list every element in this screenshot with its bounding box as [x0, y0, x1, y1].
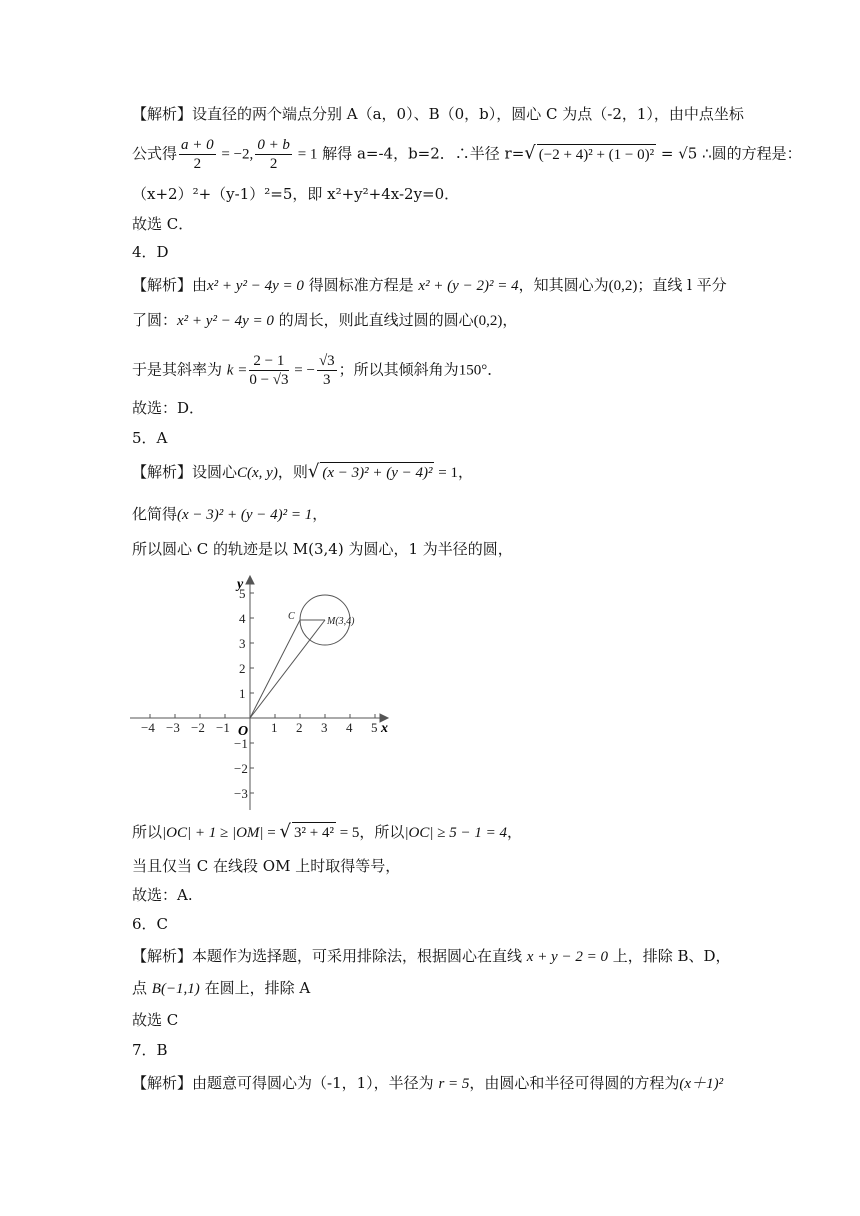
x-tick-label: −1: [216, 720, 230, 735]
y-axis-arrow: [246, 576, 254, 584]
q5-line-3: 所以圆心 C 的轨迹是以 M(3,4) 为圆心，1 为半径的圆，: [132, 540, 513, 558]
x-tick-label: 5: [371, 720, 378, 735]
q5-line-5: 当且仅当 C 在线段 OM 上时取得等号，: [132, 857, 401, 875]
point-c-label: C: [288, 611, 295, 622]
q7-line-1: 【解析】由题意可得圆心为（-1，1），半径为 r = 5，由圆心和半径可得圆的方程为(x＋1)²: [132, 1074, 724, 1092]
x-axis-label: x: [381, 721, 388, 736]
y-tick-label: 1: [239, 686, 246, 701]
q3-line-1: 【解析】设直径的两个端点分别 A（a，0）、B（0，b），圆心 C 为点（-2，1），由中点坐标: [132, 105, 744, 123]
q5-line-1: 【解析】设圆心C(x, y)，则√ (x − 3)² + (y − 4)² = 1，: [132, 461, 473, 482]
radicand: (−2 + 4)² + (1 − 0)²: [537, 144, 656, 165]
y-tick-label: −1: [234, 736, 248, 751]
y-tick-label: 3: [239, 636, 246, 651]
q5-line-2: 化简得(x − 3)² + (y − 4)² = 1，: [132, 505, 328, 523]
point-m-label: M(3,4): [327, 616, 355, 627]
q3-answer: 故选 C．: [132, 215, 194, 233]
x-tick-label: 3: [321, 720, 328, 735]
q4-line-1: 【解析】由x² + y² − 4y = 0 得圆标准方程是 x² + (y − 2)² = 4，知其圆心为(0,2)；直线 l 平分: [132, 276, 727, 294]
x-tick-label: 2: [296, 720, 303, 735]
q6-heading: 6．C: [132, 915, 169, 933]
y-axis-label: y: [237, 577, 244, 592]
q4-answer: 故选：D．: [132, 399, 205, 417]
x-tick-label: 4: [346, 720, 353, 735]
x-tick-label: −2: [191, 720, 205, 735]
y-tick-label: −3: [234, 786, 248, 801]
q4-line-3: 于是其斜率为 k = $\frac{2 - 1}{0 - √3}$ = − $\frac{√3}{3}$ ；所以其倾斜角为150°．: [132, 353, 503, 388]
q5-answer: 故选：A.: [132, 886, 193, 904]
q4-line-2: 了圆：x² + y² − 4y = 0 的周长，则此直线过圆的圆心(0,2)，: [132, 311, 518, 329]
y-tick-label: 5: [239, 586, 246, 601]
q4-heading: 4．D: [132, 243, 169, 261]
fraction: $\frac{a + 0}{2}$: [181, 137, 214, 172]
q5-heading: 5．A: [132, 429, 168, 447]
q6-answer: 故选 C: [132, 1011, 179, 1029]
sqrt-sign: √: [524, 142, 536, 164]
x-tick-label: 1: [271, 720, 278, 735]
sqrt-sign: √: [279, 821, 291, 842]
q5-line-4: 所以|OC| + 1 ≥ |OM| = √ 3² + 4² = 5，所以|OC| ≥ 5 − 1 = 4，: [132, 821, 523, 842]
radicand: (x − 3)² + (y − 4)²: [320, 462, 434, 483]
x-tick-label: −3: [166, 720, 180, 735]
fraction: $\frac{2 - 1}{0 - √3}$: [249, 353, 289, 388]
coordinate-figure: [130, 572, 400, 812]
fraction: $\frac{√3}{3}$: [318, 353, 335, 388]
q3-line-2: 公式得 $\frac{a + 0}{2}$ = −2, $\frac{0 + b}{2}$ = 1 解得 a=-4，b=2．∴半径 r=√ (−2 + 4)² + (1 − 0)² = √5 ∴圆的方程是：: [132, 137, 802, 172]
sqrt-sign: √: [307, 461, 320, 482]
x-tick-label: −4: [141, 720, 155, 735]
q6-line-1: 【解析】本题作为选择题，可采用排除法，根据圆心在直线 x + y − 2 = 0 上，排除 B、D，: [132, 947, 731, 965]
y-tick-label: 4: [239, 611, 246, 626]
y-tick-label: 2: [239, 661, 246, 676]
radicand: 3² + 4²: [292, 822, 336, 843]
y-tick-label: −2: [234, 761, 248, 776]
q7-heading: 7．B: [132, 1041, 168, 1059]
origin-label: O: [238, 724, 249, 739]
q3-line-3: （x+2）²+（y-1）²=5，即 x²+y²+4x-2y=0．: [132, 185, 460, 203]
segment-om: [250, 620, 325, 718]
segment-oc: [250, 620, 300, 718]
fraction: $\frac{0 + b}{2}$: [257, 137, 290, 172]
q6-line-2: 点 B(−1,1) 在圆上，排除 A: [132, 979, 311, 997]
